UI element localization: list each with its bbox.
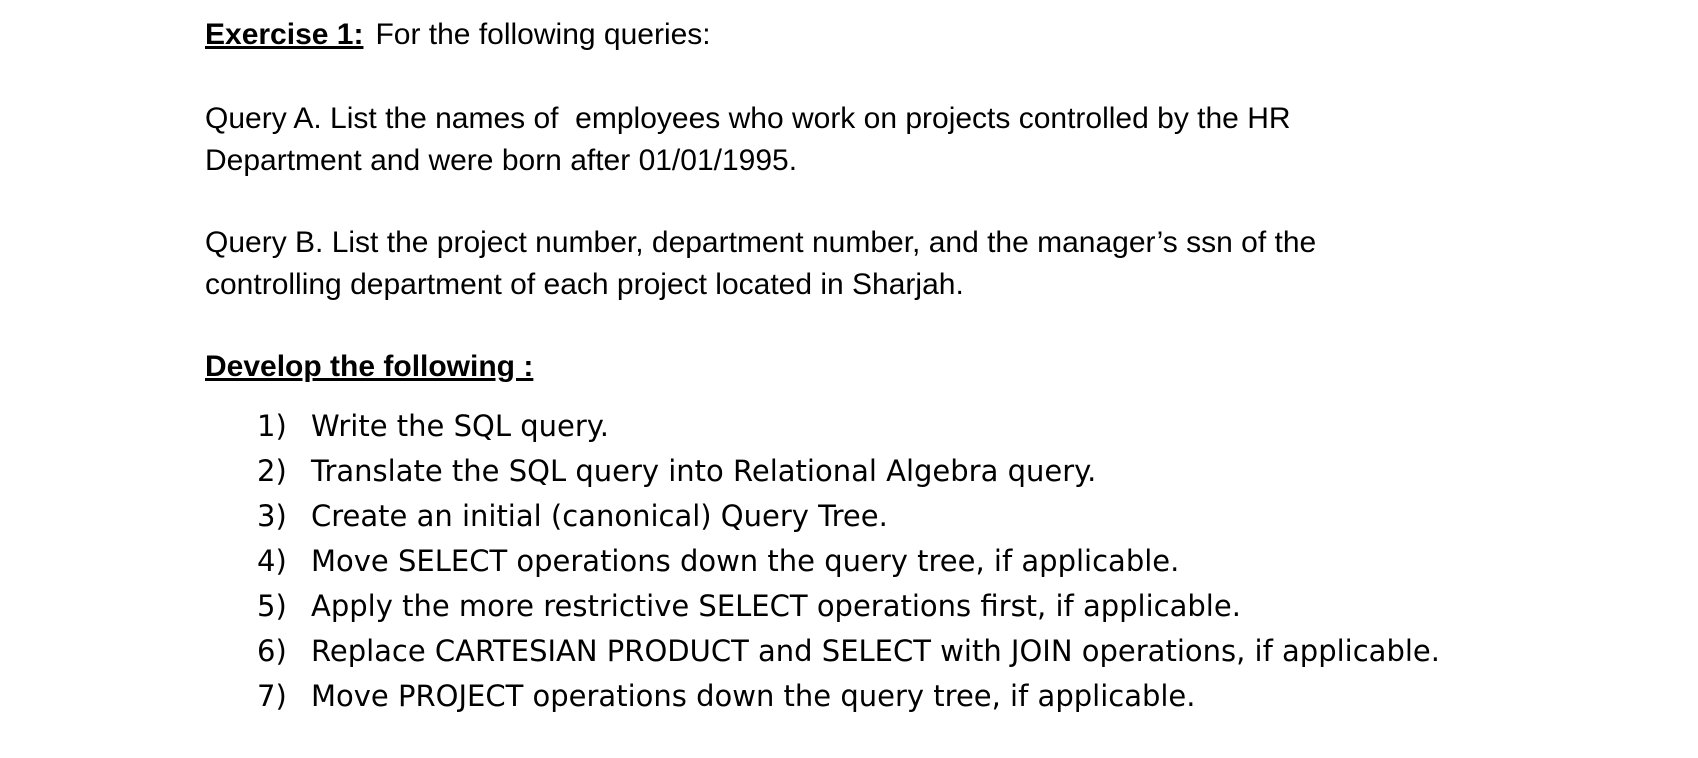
- exercise-intro: For the following queries:: [375, 18, 711, 51]
- query-a: [205, 98, 1685, 182]
- list-item: [257, 674, 1685, 719]
- list-item: [257, 494, 1685, 539]
- query-b-line-1: Query B. List the project number, department number, and the manager’s ssn of the: [205, 226, 1317, 259]
- query-a-line-2: Department and were born after 01/01/1995.: [205, 144, 798, 177]
- step-text: Apply the more restrictive SELECT operations first, if applicable.: [311, 589, 1241, 623]
- step-text: Replace CARTESIAN PRODUCT and SELECT with JOIN operations, if applicable.: [311, 634, 1440, 668]
- step-text: Move SELECT operations down the query tree, if applicable.: [311, 544, 1180, 578]
- exercise-label: Exercise 1:: [205, 18, 364, 51]
- step-text: Translate the SQL query into Relational Algebra query.: [311, 454, 1097, 488]
- step-number: 5): [257, 589, 287, 623]
- develop-heading: Develop the following :: [205, 350, 534, 383]
- list-item: [257, 404, 1685, 449]
- list-item: [257, 629, 1685, 674]
- query-a-line-1: Query A. List the names of employees who work on projects controlled by the HR: [205, 102, 1291, 135]
- step-number: 1): [257, 409, 287, 443]
- step-number: 7): [257, 679, 287, 713]
- exercise-heading: [205, 14, 1685, 56]
- list-item: [257, 584, 1685, 629]
- steps-list: [205, 404, 1685, 719]
- document-page: [205, 14, 1685, 719]
- step-number: 2): [257, 454, 287, 488]
- query-b-line-2: controlling department of each project located in Sharjah.: [205, 268, 964, 301]
- step-text: Create an initial (canonical) Query Tree.: [311, 499, 888, 533]
- step-number: 6): [257, 634, 287, 668]
- query-b: [205, 222, 1685, 306]
- list-item: [257, 449, 1685, 494]
- step-number: 3): [257, 499, 287, 533]
- list-item: [257, 539, 1685, 584]
- step-text: Move PROJECT operations down the query tree, if applicable.: [311, 679, 1196, 713]
- step-text: Write the SQL query.: [311, 409, 610, 443]
- step-number: 4): [257, 544, 287, 578]
